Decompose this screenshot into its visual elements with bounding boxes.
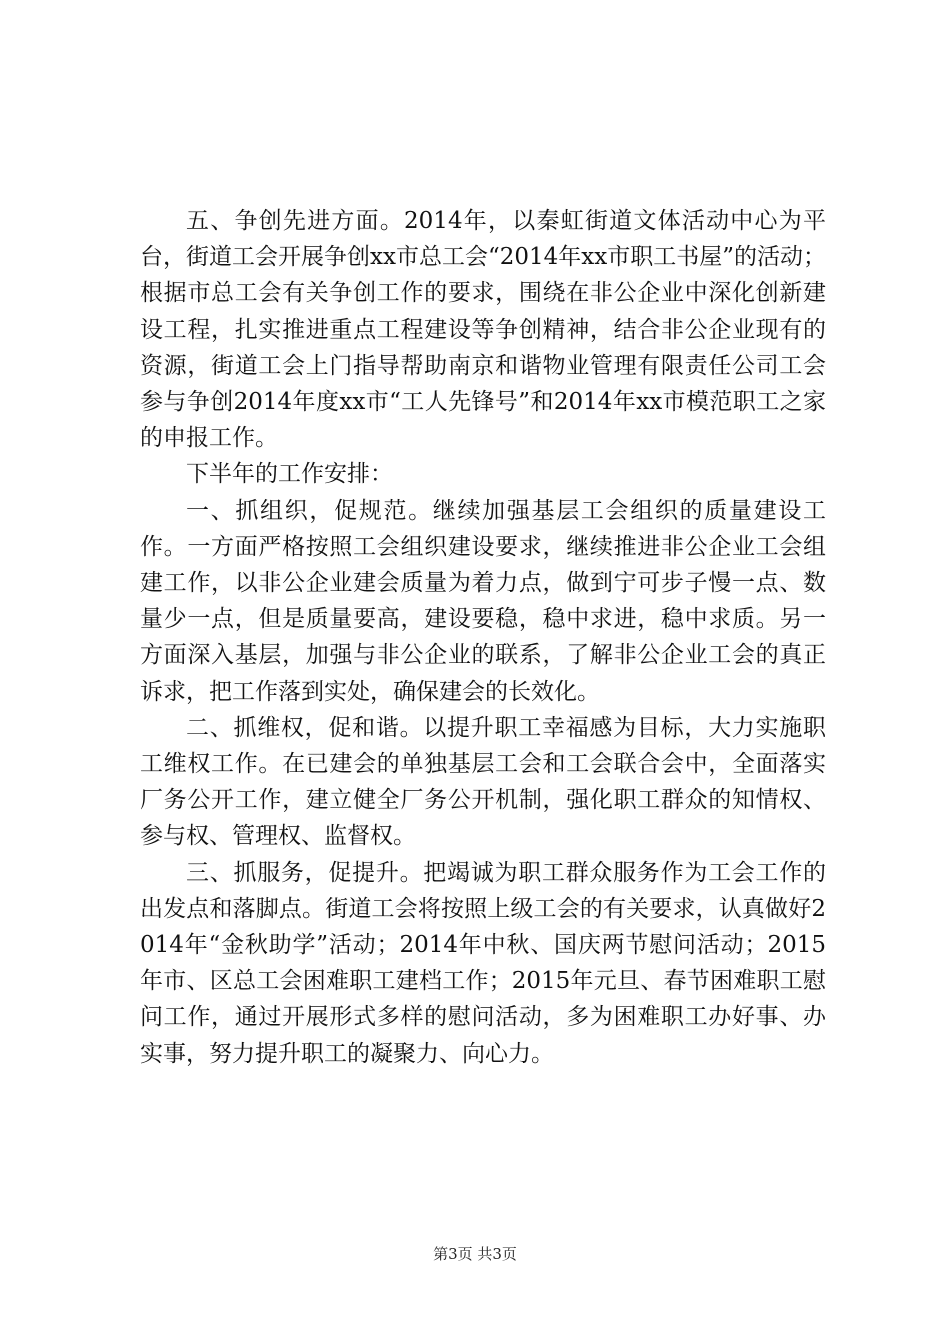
page-number-label: 第3页 共3页 bbox=[433, 1245, 517, 1263]
document-body bbox=[140, 203, 826, 1072]
paragraph-rights-protection: 二、抓维权，促和谐。以提升职工幸福感为目标，大力实施职工维权工作。在已建会的单独基层工会和工会联合会中，全面落实厂务公开工作，建立健全厂务公开机制，强化职工群众的知情权、参与权、管理权、监督权。 bbox=[140, 714, 826, 850]
paragraph-organization: 一、抓组织，促规范。继续加强基层工会组织的质量建设工作。一方面严格按照工会组织建设要求，继续推进非公企业工会组建工作，以非公企业建会质量为着力点，做到宁可步子慢一点、数量少一点，但是质量要高，建设要稳，稳中求进，稳中求质。另一方面深入基层，加强与非公企业的联系，了解非公企业工会的真正诉求，把工作落到实处，确保建会的长效化。 bbox=[140, 497, 826, 705]
paragraph-advanced-competition: 五、争创先进方面。2014年，以秦虹街道文体活动中心为平台，街道工会开展争创xx市总工会“2014年xx市职工书屋”的活动；根据市总工会有关争创工作的要求，围绕在非公企业中深化创新建设工程，扎实推进重点工程建设等争创精神，结合非公企业现有的资源，街道工会上门指导帮助南京和谐物业管理有限责任公司工会参与争创2014年度xx市“工人先锋号”和2014年xx市模范职工之家的申报工作。 bbox=[140, 208, 826, 452]
page-footer bbox=[0, 1244, 950, 1264]
paragraph-second-half-heading: 下半年的工作安排： bbox=[186, 461, 393, 488]
paragraph-service: 三、抓服务，促提升。把竭诚为职工群众服务作为工会工作的出发点和落脚点。街道工会将按照上级工会的有关要求，认真做好2014年“金秋助学”活动；2014年中秋、国庆两节慰问活动；2015年市、区总工会困难职工建档工作；2015年元旦、春节困难职工慰问工作，通过开展形式多样的慰问活动，多为困难职工办好事、办实事，努力提升职工的凝聚力、向心力。 bbox=[140, 859, 826, 1067]
